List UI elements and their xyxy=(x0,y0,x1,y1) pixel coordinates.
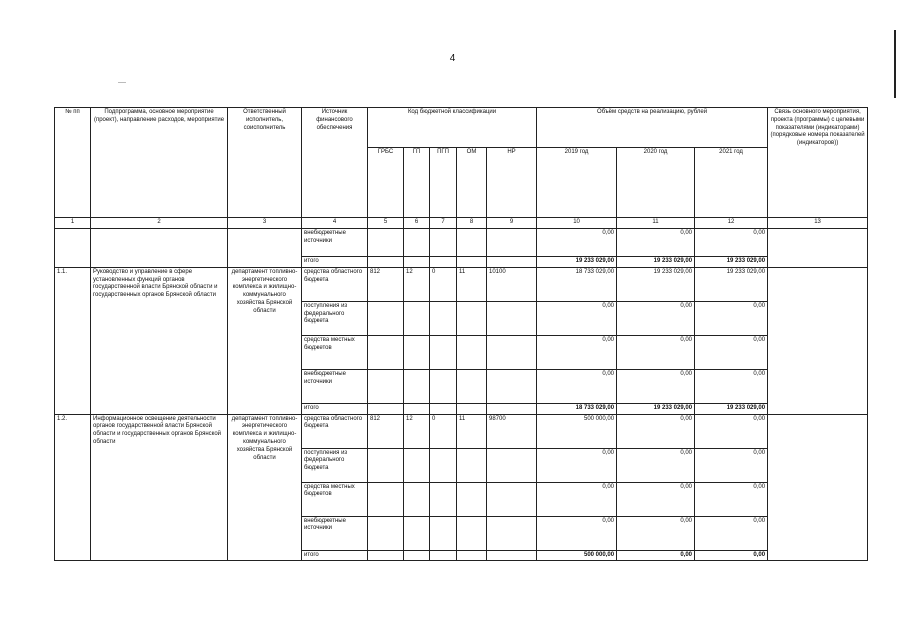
col-number: 6 xyxy=(404,218,430,229)
col-number: 5 xyxy=(368,218,404,229)
value-2020: 0,00 xyxy=(617,335,695,369)
budget-table xyxy=(54,107,868,561)
code-gp: 12 xyxy=(404,267,430,301)
value-2019: 0,00 xyxy=(537,335,617,369)
section-name: Руководство и управление в сфере установленных функций органов государственной власти Брянской области и государственных органов Брянской области xyxy=(91,267,228,414)
code-om: 11 xyxy=(457,267,487,301)
value-2019: 18 733 029,00 xyxy=(537,267,617,301)
header-budget-code: Код бюджетной классификации xyxy=(368,108,537,148)
value-2021: 0,00 xyxy=(695,448,768,482)
total-2021: 0,00 xyxy=(695,550,768,561)
section-executor: департамент топливно-энергетического комплекса и жилищно-коммунального хозяйства Брянской области xyxy=(228,267,302,414)
code-nr: 98700 xyxy=(487,414,537,448)
value-2020: 19 233 029,00 xyxy=(617,267,695,301)
source-cell: итого xyxy=(302,257,368,268)
value-2020: 0,00 xyxy=(617,369,695,403)
section-number: 1.2. xyxy=(55,414,91,561)
total-2020: 19 233 029,00 xyxy=(617,257,695,268)
header-program: Подпрограмма, основное мероприятие (проект), направление расходов, мероприятие xyxy=(91,108,228,218)
code-grbs: 812 xyxy=(368,267,404,301)
col-number: 9 xyxy=(487,218,537,229)
margin-bar xyxy=(894,30,896,98)
value-2019: 0,00 xyxy=(537,369,617,403)
col-number: 12 xyxy=(695,218,768,229)
total-2021: 19 233 029,00 xyxy=(695,403,768,414)
col-number: 1 xyxy=(55,218,91,229)
source-cell: средства областного бюджета xyxy=(302,414,368,448)
col-number: 3 xyxy=(228,218,302,229)
header-2019: 2019 год xyxy=(537,148,617,218)
total-2020: 19 233 029,00 xyxy=(617,403,695,414)
section-name: Информационное освещение деятельности органов государственной власти Брянской области и государственных органов Брянской области xyxy=(91,414,228,561)
header-2020: 2020 год xyxy=(617,148,695,218)
page-number: 4 xyxy=(449,53,456,64)
value-2020: 0,00 xyxy=(617,448,695,482)
value-2020: 0,00 xyxy=(617,482,695,516)
header-funds: Объём средств на реализацию, рублей xyxy=(537,108,768,148)
section-number: 1.1. xyxy=(55,267,91,414)
total-2020: 0,00 xyxy=(617,550,695,561)
source-cell: внебюджетные источники xyxy=(302,229,368,257)
value-2020: 0,00 xyxy=(617,516,695,550)
code-grbs: 812 xyxy=(368,414,404,448)
value-2019: 0,00 xyxy=(537,229,617,257)
header-num: № пп xyxy=(55,108,91,218)
source-cell: средства областного бюджета xyxy=(302,267,368,301)
value-2021: 0,00 xyxy=(695,301,768,335)
header-executor: Ответственный исполнитель, соисполнитель xyxy=(228,108,302,218)
value-2021: 0,00 xyxy=(695,414,768,448)
code-pgp: 0 xyxy=(430,414,457,448)
code-om: 11 xyxy=(457,414,487,448)
value-2021: 0,00 xyxy=(695,229,768,257)
col-number: 11 xyxy=(617,218,695,229)
header-row-1 xyxy=(55,108,868,148)
source-cell: поступления из федерального бюджета xyxy=(302,301,368,335)
code-nr: 10100 xyxy=(487,267,537,301)
code-gp: 12 xyxy=(404,414,430,448)
column-number-row xyxy=(55,218,868,229)
total-2019: 500 000,00 xyxy=(537,550,617,561)
source-cell: итого xyxy=(302,550,368,561)
value-2020: 0,00 xyxy=(617,414,695,448)
header-2021: 2021 год xyxy=(695,148,768,218)
value-2020: 0,00 xyxy=(617,229,695,257)
value-2021: 0,00 xyxy=(695,335,768,369)
source-cell: средства местных бюджетов xyxy=(302,335,368,369)
value-2021: 0,00 xyxy=(695,369,768,403)
value-2019: 0,00 xyxy=(537,448,617,482)
header-om: ОМ xyxy=(457,148,487,218)
col-number: 13 xyxy=(768,218,868,229)
col-number: 4 xyxy=(302,218,368,229)
col-number: 2 xyxy=(91,218,228,229)
table-row xyxy=(55,267,868,301)
source-cell: внебюджетные источники xyxy=(302,516,368,550)
table-row xyxy=(55,414,868,448)
section-executor: департамент топливно-энергетического комплекса и жилищно-коммунального хозяйства Брянской области xyxy=(228,414,302,561)
col-number: 8 xyxy=(457,218,487,229)
value-2021: 19 233 029,00 xyxy=(695,267,768,301)
col-number: 7 xyxy=(430,218,457,229)
header-gp: ГП xyxy=(404,148,430,218)
code-pgp: 0 xyxy=(430,267,457,301)
source-cell: внебюджетные источники xyxy=(302,369,368,403)
stray-mark xyxy=(118,82,126,83)
header-source: Источник финансового обеспечения xyxy=(302,108,368,218)
value-2021: 0,00 xyxy=(695,482,768,516)
value-2019: 0,00 xyxy=(537,516,617,550)
source-cell: средства местных бюджетов xyxy=(302,482,368,516)
value-2020: 0,00 xyxy=(617,301,695,335)
header-nr: НР xyxy=(487,148,537,218)
total-2019: 18 733 029,00 xyxy=(537,403,617,414)
header-grbs: ГРБС xyxy=(368,148,404,218)
header-pgp: ПГП xyxy=(430,148,457,218)
col-number: 10 xyxy=(537,218,617,229)
total-2019: 19 233 029,00 xyxy=(537,257,617,268)
table-row xyxy=(55,229,868,257)
value-2019: 0,00 xyxy=(537,301,617,335)
header-link: Связь основного мероприятия, проекта (программы) с целевыми показателями (индикаторами) (порядковые номера показателей (индикаторов)) xyxy=(768,108,868,218)
source-cell: поступления из федерального бюджета xyxy=(302,448,368,482)
source-cell: итого xyxy=(302,403,368,414)
total-2021: 19 233 029,00 xyxy=(695,257,768,268)
value-2019: 0,00 xyxy=(537,482,617,516)
value-2019: 500 000,00 xyxy=(537,414,617,448)
value-2021: 0,00 xyxy=(695,516,768,550)
